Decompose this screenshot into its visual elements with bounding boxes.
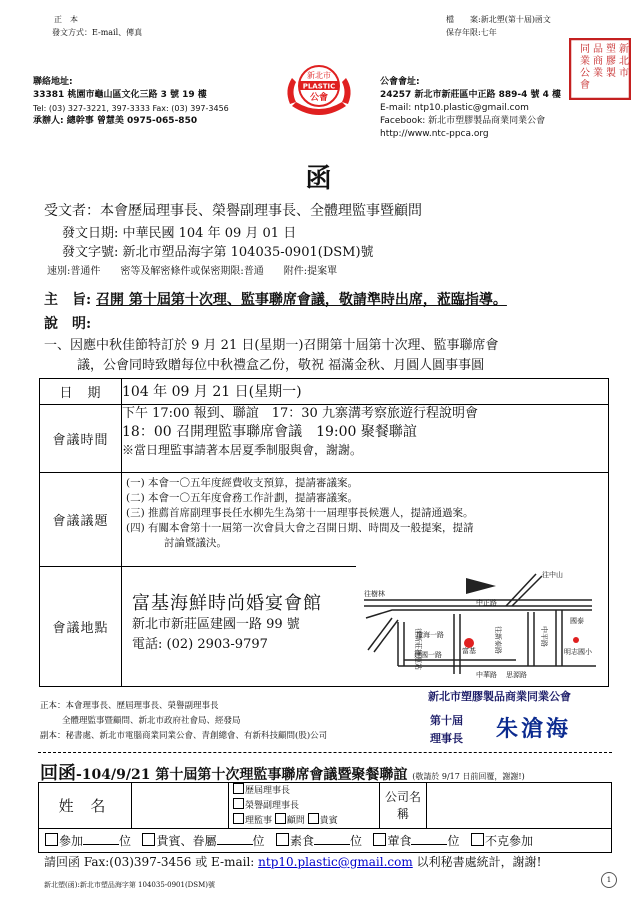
- time-line-1: 下午 17:00 報到、聯誼 17：30 九寨溝考察旅遊行程說明會: [122, 406, 478, 421]
- subject: [44, 289, 507, 309]
- option-decline[interactable]: 不克參加: [471, 834, 533, 848]
- venue-map: [356, 566, 608, 681]
- logo-top-text: 新北市: [307, 71, 331, 80]
- cut-line: [38, 752, 612, 753]
- attendance-options: [39, 829, 612, 853]
- role-options-row: [229, 813, 379, 828]
- svg-text:公: 公: [580, 68, 590, 79]
- map-label-xinzhuang-mrt: 往新莊捷運站: [414, 628, 422, 670]
- checkbox[interactable]: [45, 833, 58, 846]
- checkbox[interactable]: [233, 783, 244, 794]
- hq-address: 24257 新北市新莊區中正路 889-4 號 4 樓: [380, 90, 562, 100]
- time-label: 會議時間: [40, 405, 122, 473]
- reply-note: (敬請於 9/17 日前回覆，謝謝!): [412, 772, 525, 781]
- time-cell: [122, 405, 609, 473]
- svg-text:市: 市: [619, 68, 629, 79]
- map-label-zhongzheng: 中正路: [476, 599, 497, 607]
- retention-period: 保存年限:七年: [446, 28, 497, 37]
- reply-table: [38, 782, 612, 853]
- venue-name: 富基海鮮時尚婚宴會館: [132, 593, 322, 614]
- subject-label: 主 旨:: [44, 292, 92, 308]
- contact-left: [33, 76, 229, 128]
- hq-facebook: Facebook: 新北市塑膠製品商業同業公會: [380, 116, 546, 126]
- svg-text:商: 商: [593, 56, 603, 67]
- fax-line: 請回函 Fax:(03)397-3456 或 E-mail: ntp10.plastic@gmail.com 以利秘書處統計，謝謝!: [44, 855, 542, 869]
- date-label: 日 期: [40, 379, 122, 405]
- logo-bottom-text: 公會: [309, 93, 329, 103]
- svg-text:膠: 膠: [606, 56, 616, 67]
- company-input[interactable]: [427, 783, 612, 829]
- reply-title-text: -104/9/21 第十屆第十次理監事聯席會議暨聚餐聯誼: [76, 767, 408, 783]
- explain-line-2: 議，公會同時致贈每位中秋禮盒乙份，敬祝 福滿金秋、月圓人圓事事圓: [77, 358, 485, 373]
- role-option-honorary-vice[interactable]: 榮譽副理事長: [229, 798, 379, 813]
- map-label-fuji: 富基: [462, 647, 476, 655]
- footer-doc-number: 新北塑(函):新北市塑品海字第 104035-0901(DSM)號: [44, 881, 215, 889]
- venue-label: 會議地點: [40, 567, 122, 687]
- checkbox[interactable]: [471, 833, 484, 846]
- contact-handler: 承辦人: 總幹事 曾慧美 0975-065-850: [33, 116, 198, 126]
- agenda-cell: [122, 473, 609, 567]
- svg-text:業: 業: [593, 68, 603, 79]
- original-copy-label: 正 本: [54, 15, 78, 24]
- map-label-shulin: 往樹林: [364, 590, 385, 598]
- distribution-line-1: 正本：本會理事長、歷屆理事長、榮譽副理事長: [40, 701, 219, 711]
- svg-text:北: 北: [619, 56, 629, 67]
- map-label-zhongping: 中平路: [540, 626, 548, 647]
- svg-text:塑: 塑: [606, 44, 616, 55]
- meta-line: 速別:普通件 密等及解密條件或保密期限:普通 附件:提案單: [47, 266, 338, 277]
- svg-text:新: 新: [619, 44, 629, 55]
- agenda-item-2: (二) 本會一〇五年度會務工作計劃，提請審議案。: [126, 492, 359, 504]
- signature-org: 新北市塑膠製品商業同業公會: [428, 690, 571, 703]
- logo-band-text: PLASTIC: [302, 82, 336, 91]
- map-label-zhongshan: 往中山: [542, 571, 563, 579]
- company-label: 公司名稱: [380, 783, 427, 829]
- map-label-cathay: 國泰: [570, 617, 584, 625]
- date-value: 104 年 09 月 21 日(星期一): [122, 379, 609, 405]
- role-option-advisor[interactable]: 顧問: [275, 816, 305, 826]
- svg-text:製: 製: [606, 68, 616, 79]
- option-meat[interactable]: 葷食 位: [373, 834, 459, 848]
- venue-address: 新北市新莊區建國一路 99 號: [132, 617, 300, 632]
- option-attend[interactable]: 參加 位: [45, 834, 131, 848]
- checkbox[interactable]: [233, 813, 244, 824]
- role-option-past-chair[interactable]: 歷屆理事長: [229, 783, 379, 798]
- checkbox[interactable]: [373, 833, 386, 846]
- option-guest-family[interactable]: 貴賓、眷屬 位: [142, 834, 264, 848]
- agenda-item-4-cont: 討論暨議決。: [164, 537, 227, 549]
- checkbox[interactable]: [308, 813, 319, 824]
- checkbox[interactable]: [142, 833, 155, 846]
- chairman-signature: 朱滄海: [496, 716, 572, 742]
- association-seal: [569, 38, 631, 100]
- agenda-item-4: (四) 有關本會第十一屆第一次會員大會之召開日期、時間及一般提案，提請: [126, 522, 474, 534]
- venue-phone: 電話: (02) 2903-9797: [132, 637, 268, 652]
- hq-url: http://www.ntc-ppca.org: [380, 129, 489, 139]
- page-number: 1: [601, 872, 617, 888]
- document-title: 函: [305, 164, 334, 194]
- file-number: 檔 案:新北塑(第十屆)函文: [446, 15, 551, 24]
- distribution-line-2: 全體理監事暨顧問、新北市政府社會局、經發局: [62, 716, 241, 726]
- role-option-guest[interactable]: 貴賓: [308, 816, 338, 826]
- map-label-zhonghua: 中華路: [476, 671, 497, 679]
- time-line-2: 18：00 召開理監事聯席會議 19:00 聚餐聯誼: [122, 424, 417, 440]
- agenda-item-1: (一) 本會一〇五年度經費收支預算，提請審議案。: [126, 477, 359, 489]
- svg-text:同: 同: [580, 44, 590, 55]
- map-label-xintai: 往新泰路: [494, 626, 502, 654]
- send-method: 發文方式：E-mail、傳真: [52, 28, 143, 37]
- contact-right: [380, 76, 561, 141]
- map-label-jianguo: 建國一路: [414, 651, 442, 659]
- reply-prefix: 回函: [40, 763, 76, 784]
- map-label-qionghai: 瓊海一路: [416, 631, 444, 639]
- reply-name-input[interactable]: [132, 783, 229, 829]
- checkbox[interactable]: [233, 798, 244, 809]
- contact-phone: Tel: (03) 327-3221, 397-3333 Fax: (03) 397-3456: [33, 104, 229, 113]
- map-label-mingzhi: 明志國小: [564, 648, 592, 656]
- explain-label: 說 明:: [44, 316, 92, 332]
- signature-role: 理事長: [430, 732, 463, 745]
- svg-text:業: 業: [580, 56, 590, 67]
- svg-text:品: 品: [593, 44, 603, 55]
- contact-heading: 聯絡地址:: [33, 77, 73, 87]
- reply-email-link[interactable]: ntp10.plastic@gmail.com: [258, 855, 413, 869]
- association-logo: [282, 60, 356, 120]
- issue-number: 發文字號: 新北市塑品海字第 104035-0901(DSM)號: [62, 245, 374, 260]
- svg-text:會: 會: [580, 80, 590, 91]
- recipient: 受文者：本會歷屆理事長、榮譽副理事長、全體理監事暨顧問: [44, 203, 422, 219]
- contact-address: 33381 桃園市龜山區文化三路 3 號 19 樓: [33, 90, 207, 100]
- role-option-director[interactable]: 理監事: [233, 816, 272, 826]
- agenda-item-3: (三) 推薦首席副理事長任水柳先生為第十一屆理事長候選人，提請通過案。: [126, 507, 474, 519]
- agenda-label: 會議議題: [40, 473, 122, 567]
- explain-line-1: 一、因應中秋佳節特訂於 9 月 21 日(星期一)召開第十屆第十次理、監事聯席會: [44, 338, 499, 353]
- subject-text: 召開 第十屆第十次理、監事聯席會議，敬請準時出席，蒞臨指導。: [96, 292, 507, 308]
- issue-date: 發文日期: 中華民國 104 年 09 月 01 日: [62, 226, 297, 241]
- distribution-line-3: 副本：秘書處、新北市電腦商業同業公會、青創總會、有新科技顧問(股)公司: [40, 731, 328, 741]
- hq-heading: 公會會址:: [380, 77, 420, 87]
- checkbox[interactable]: [276, 833, 289, 846]
- time-line-3: ※當日理監事請著本居夏季制服與會，謝謝。: [122, 443, 363, 457]
- option-vegetarian[interactable]: 素食 位: [276, 834, 362, 848]
- hq-email: E-mail: ntp10.plastic@gmail.com: [380, 103, 529, 113]
- signature-term: 第十屆: [430, 714, 463, 727]
- reply-role-cell: [229, 783, 380, 829]
- checkbox[interactable]: [275, 813, 286, 824]
- reply-name-label: 姓 名: [39, 783, 132, 829]
- map-label-siyuan: 思源路: [506, 671, 527, 679]
